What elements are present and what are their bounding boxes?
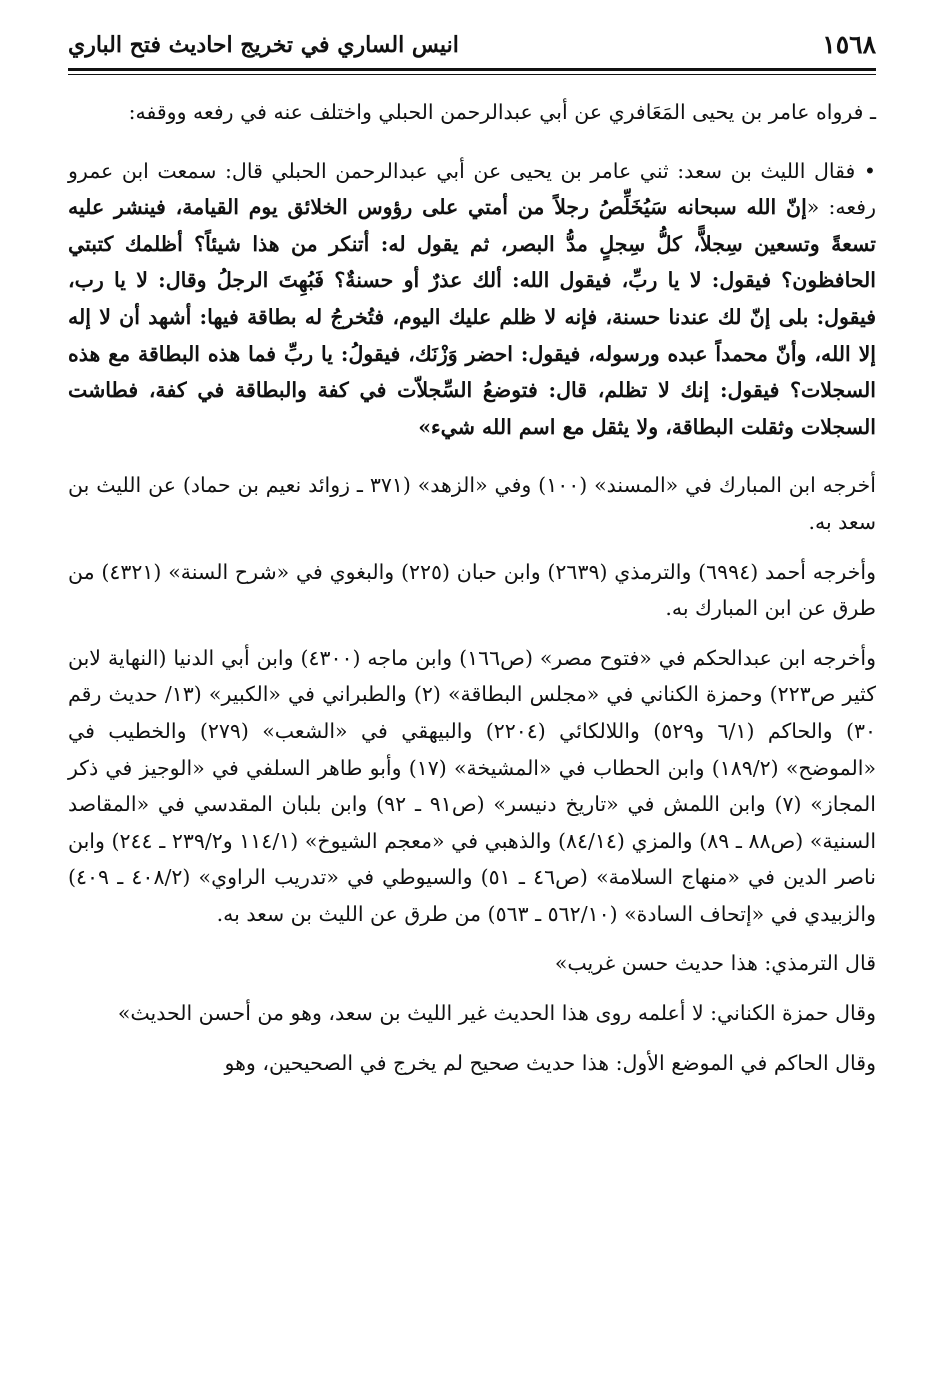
paragraph-hakim: وقال الحاكم في الموضع الأول: هذا حديث صحيح لم يخرج في الصحيحين، وهو [224, 1050, 876, 1075]
running-title: انيس الساري في تخريج احاديث فتح الباري [68, 32, 459, 58]
page-header [68, 28, 876, 68]
header-rule-thin [68, 74, 876, 75]
hadith-text: إنّ الله سبحانه سَيُخَلِّصُ رجلاً من أمتي على رؤوس الخلائق يوم القيامة، فينشر عليه تسعةً وتسعين سِجلاًّ، كلُّ سِجلٍ مدُّ البصر، ثم يقول له: أتنكر من هذا شيئاً؟ أظلمك كتبتي الحافظون؟ فيقول: لا يا ربِّ، فيقول الله: ألك عذرٌ أو حسنةٌ؟ فَبُهِتَ الرجلُ وقال: لا يا رب، فيقول: بلى إنّ لك عندنا حسنة، فإنه لا ظلم عليك اليوم، فتُخرجُ له بطاقة فيها: أشهد أن لا إله إلا الله، وأنّ محمداً عبده ورسوله، فيقول: احضر وَزْنَك، فيقولُ: يا ربِّ فما هذه البطاقة مع هذه السجلات؟ فيقول: إنك لا تظلم، قال: فتوضعُ السِّجلاّت في كفة والبطاقة في كفة، فطاشت السجلات وثقلت البطاقة، ولا يثقل مع اسم الله شيء» [68, 195, 876, 439]
paragraph-takhrij-3: وأخرجه ابن عبدالحكم في «فتوح مصر» (ص١٦٦) وابن ماجه (٤٣٠٠) وابن أبي الدنيا (النهاية لابن كثير ص٢٢٣) وحمزة الكناني في «مجلس البطاقة» (٢) والطبراني في «الكبير» (١٣/ حديث رقم ٣٠) والحاكم (٦/١ و٥٢٩) واللالكائي (٢٢٠٤) والبيهقي في «الشعب» (٢٧٩) والخطيب في «الموضح» (١٨٩/٢) وابن الحطاب في «المشيخة» (١٧) وأبو طاهر السلفي في «الوجيز في ذكر المجاز» (٧) وابن اللمش في «تاريخ دنيسر» (ص٩١ ـ ٩٢) وابن بلبان المقدسي في «المقاصد السنية» (ص٨٨ ـ ٨٩) والمزي (٨٤/١٤) والذهبي في «معجم الشيوخ» (١١٤/١ و٢٣٩/٢ ـ ٢٤٤) وابن ناصر الدين في «منهاج السلامة» (ص٤٦ ـ ٥١) والسيوطي في «تدريب الراوي» (٤٠٨/٢ ـ ٤٠٩) والزبيدي في «إتحاف السادة» (٥٦٢/١٠ ـ ٥٦٣) من طرق عن الليث بن سعد به. [68, 645, 877, 926]
hadith-paragraph [68, 153, 876, 446]
hadith-lead: • فقال الليث بن سعد: ثني عامر بن يحيى عن أبي عبدالرحمن الحبلي قال: سمعت ابن عمرو رفعه: « [68, 158, 877, 220]
body-text [68, 94, 876, 1094]
page-number: ١٥٦٨ [822, 30, 876, 59]
paragraph-takhrij-1: أخرجه ابن المبارك في «المسند» (١٠٠) وفي «الزهد» (٣٧١ ـ زوائد نعيم بن حماد) عن الليث بن سعد به. [68, 473, 876, 534]
paragraph-kinani: وقال حمزة الكناني: لا أعلمه روى هذا الحديث غير الليث بن سعد، وهو من أحسن الحديث» [117, 1001, 876, 1026]
header-rule-thick [68, 68, 876, 71]
paragraph-intro: ـ فرواه عامر بن يحيى المَعَافري عن أبي عبدالرحمن الحبلي واختلف عنه في رفعه ووقفه: [128, 100, 876, 124]
paragraph-takhrij-2: وأخرجه أحمد (٦٩٩٤) والترمذي (٢٦٣٩) وابن حبان (٢٢٥) والبغوي في «شرح السنة» (٤٣٢١) من طرق عن ابن المبارك به. [68, 559, 876, 621]
paragraph-tirmidhi: قال الترمذي: هذا حديث حسن غريب» [554, 951, 876, 976]
